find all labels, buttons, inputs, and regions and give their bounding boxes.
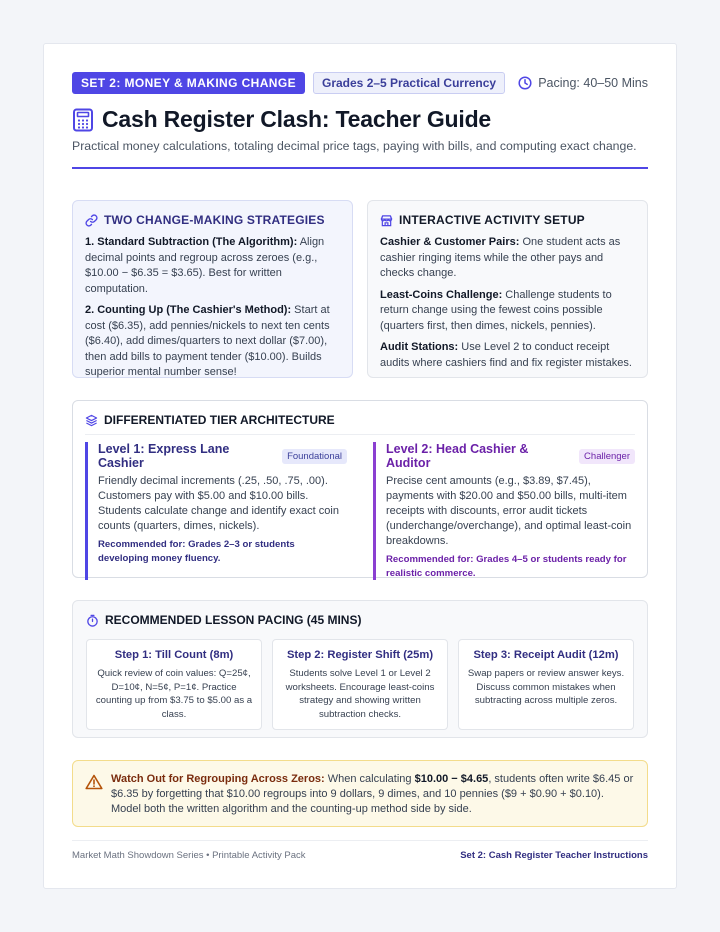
tier-level-1 bbox=[85, 442, 347, 580]
strategy-item bbox=[85, 235, 340, 297]
tier-title bbox=[386, 442, 635, 470]
warning-expression: $10.00 − $4.65 bbox=[414, 773, 489, 785]
tier-description: Precise cent amounts (e.g., $3.89, $7.45), payments with $20.00 and $50.00 bills, multi-item receipts with discounts, error audit tickets (underchange/overchange), and optimal least-coin breakdowns. bbox=[386, 475, 632, 547]
layers-icon bbox=[85, 414, 98, 427]
setup-label: Least-Coins Challenge: bbox=[380, 288, 503, 301]
store-icon bbox=[380, 214, 393, 227]
step-title: Step 1: Till Count (8m) bbox=[114, 649, 234, 661]
pacing-step bbox=[86, 639, 262, 730]
title-divider bbox=[72, 167, 648, 169]
step-title: Step 3: Receipt Audit (12m) bbox=[473, 649, 619, 661]
pacing-step bbox=[458, 639, 634, 730]
warning-post: , students often write $6.45 or $6.35 by forgetting that $10.00 regroups into 9 dollars, 9 dimes, and 10 pennies ($9 + $0.90 + $0.10). Model both the written algorithm and the counting-up method side by side. bbox=[111, 773, 634, 815]
page-title: Cash Register Clash: Teacher Guide bbox=[102, 106, 492, 132]
setup-label: Audit Stations: bbox=[380, 341, 459, 353]
setup-item bbox=[380, 340, 635, 371]
tier-heading bbox=[85, 413, 635, 435]
calculator-icon bbox=[72, 108, 94, 132]
setup-text: Challenge students to return change using the fewest coins possible (quarters first, then dimes, nickels, pennies). bbox=[380, 288, 612, 332]
warning-title: Watch Out for Regrouping Across Zeros: bbox=[111, 773, 325, 785]
tier-title-text: Level 2: Head Cashier & Auditor bbox=[386, 442, 529, 470]
strategy-label: 1. Standard Subtraction (The Algorithm): bbox=[85, 236, 298, 248]
setup-label: Cashier & Customer Pairs: bbox=[380, 236, 520, 248]
clock-icon bbox=[518, 76, 532, 90]
header-bar bbox=[72, 72, 648, 94]
pacing-heading-text: RECOMMENDED LESSON PACING (45 MINS) bbox=[105, 613, 362, 627]
strategies-heading-text: TWO CHANGE-MAKING STRATEGIES bbox=[104, 213, 325, 227]
tier-title-text: Level 1: Express Lane Cashier bbox=[98, 442, 230, 470]
step-text: Swap papers or review answer keys. Discuss common mistakes when subtracting across multiple zeros. bbox=[467, 668, 625, 706]
pacing-steps bbox=[86, 639, 634, 730]
timer-icon bbox=[86, 614, 99, 627]
setup-heading bbox=[380, 213, 635, 227]
footer-series: Market Math Showdown Series • Printable Activity Pack bbox=[72, 850, 306, 861]
strategies-card bbox=[72, 200, 353, 378]
tier-recommendation: Recommended for: Grades 2–3 or students developing money fluency. bbox=[98, 539, 295, 564]
setup-card bbox=[367, 200, 648, 378]
warning-callout bbox=[72, 760, 648, 827]
warning-pre: When calculating bbox=[324, 773, 415, 785]
tier-tag: Foundational bbox=[282, 449, 347, 464]
title-row bbox=[72, 106, 648, 133]
strategies-heading bbox=[85, 213, 340, 227]
page-subtitle: Practical money calculations, totaling decimal price tags, paying with bills, and computing exact change. bbox=[72, 139, 637, 153]
pacing-text: Pacing: 40–50 Mins bbox=[538, 76, 648, 90]
tier-tag: Challenger bbox=[579, 449, 635, 464]
set-badge: SET 2: MONEY & MAKING CHANGE bbox=[72, 72, 305, 94]
strategy-item bbox=[85, 303, 340, 381]
tier-title bbox=[98, 442, 347, 470]
pacing-info bbox=[518, 76, 648, 90]
tier-recommendation: Recommended for: Grades 4–5 or students ready for realistic commerce. bbox=[386, 554, 627, 579]
setup-text: Use Level 2 to conduct receipt audits where cashiers find and fix register mistakes. bbox=[380, 341, 632, 369]
step-text: Quick review of coin values: Q=25¢, D=10¢, N=5¢, P=1¢. Practice counting up from $3.75 to $5.00 as a class. bbox=[95, 668, 253, 720]
strategy-text: Start at cost ($6.35), add pennies/nickels to next ten cents ($6.40), add dimes/quarters to next dollar ($7.00), then add bills to payment tender ($10.00). Builds superior mental number sense! bbox=[85, 304, 330, 378]
pacing-section bbox=[72, 600, 648, 738]
setup-item bbox=[380, 235, 635, 282]
pacing-heading bbox=[86, 613, 634, 627]
setup-item bbox=[380, 288, 635, 335]
guide-page bbox=[43, 43, 677, 889]
tier-description: Friendly decimal increments (.25, .50, .75, .00). Customers pay with $5.00 and $10.00 bills. Students calculate change and identify exact coin counts (quarters, dimes, nickels). bbox=[98, 475, 339, 532]
strategy-text: Align decimal points and regroup across zeroes (e.g., $10.00 − $6.35 = $3.65). Best for written computation. bbox=[85, 236, 325, 295]
tier-section bbox=[72, 400, 648, 578]
warning-icon bbox=[85, 774, 103, 790]
tier-level-2 bbox=[373, 442, 635, 580]
step-title: Step 2: Register Shift (25m) bbox=[286, 649, 434, 661]
setup-heading-text: INTERACTIVE ACTIVITY SETUP bbox=[399, 213, 585, 227]
tier-columns bbox=[85, 442, 635, 580]
tier-heading-text: DIFFERENTIATED TIER ARCHITECTURE bbox=[104, 413, 335, 427]
warning-text bbox=[111, 772, 635, 815]
link-icon bbox=[85, 214, 98, 227]
info-columns bbox=[72, 200, 648, 378]
strategy-label: 2. Counting Up (The Cashier's Method): bbox=[85, 304, 292, 316]
grade-badge: Grades 2–5 Practical Currency bbox=[313, 72, 505, 94]
setup-text: One student acts as cashier ringing items while the other pays and checks change. bbox=[380, 236, 621, 279]
footer-set-title: Set 2: Cash Register Teacher Instructions bbox=[460, 850, 648, 861]
page-footer bbox=[72, 840, 648, 861]
step-text: Students solve Level 1 or Level 2 worksheets. Encourage least-coins strategy and showing written subtraction checks. bbox=[285, 668, 435, 720]
pacing-step bbox=[272, 639, 448, 730]
